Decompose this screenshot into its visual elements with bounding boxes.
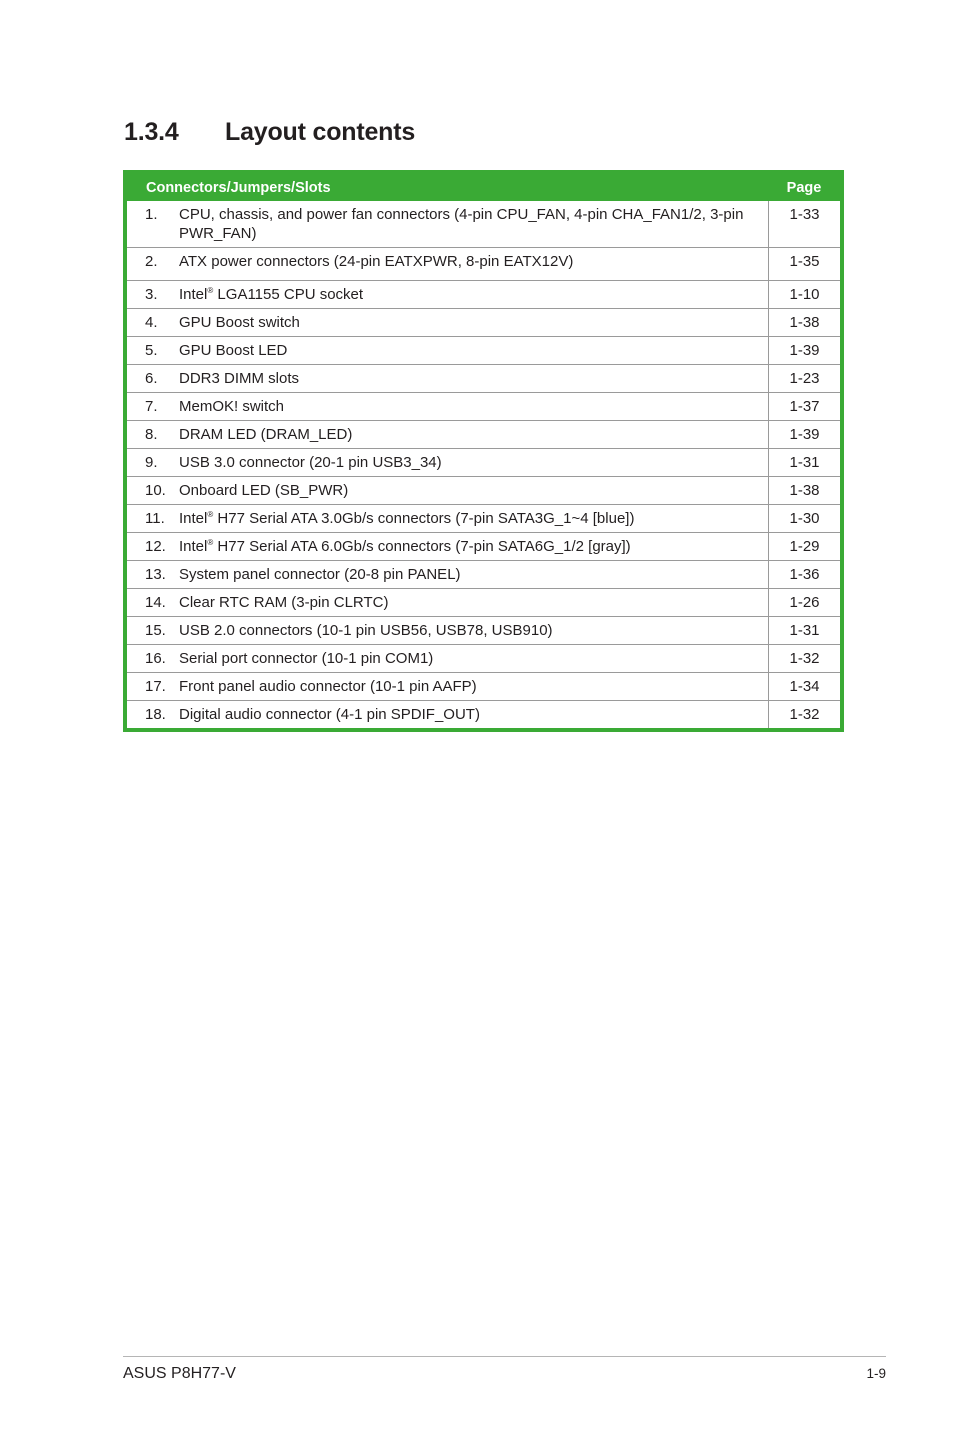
row-item-cell xyxy=(127,477,768,504)
row-text-continued: H77 Serial ATA 6.0Gb/s connectors (7-pin SATA6G_1/2 [gray]) xyxy=(213,538,631,555)
row-description xyxy=(179,509,754,528)
row-text: DRAM LED (DRAM_LED) xyxy=(179,426,353,443)
row-text: System panel connector (20-8 pin PANEL) xyxy=(179,566,461,583)
row-number: 6. xyxy=(145,370,158,387)
table-row xyxy=(127,448,840,476)
row-description xyxy=(179,369,754,388)
row-text: Clear RTC RAM (3-pin CLRTC) xyxy=(179,594,389,611)
row-text: USB 3.0 connector (20-1 pin USB3_34) xyxy=(179,454,442,471)
row-number: 4. xyxy=(145,314,158,331)
row-item-cell xyxy=(127,337,768,364)
table-row xyxy=(127,201,840,247)
header-item-label: Connectors/Jumpers/Slots xyxy=(146,179,331,196)
row-description xyxy=(179,252,754,276)
row-page: 1-32 xyxy=(768,701,840,728)
row-description xyxy=(179,205,754,243)
header-page-label: Page xyxy=(786,179,822,196)
row-item-cell xyxy=(127,505,768,532)
row-page: 1-32 xyxy=(768,645,840,672)
row-text: CPU, chassis, and power fan connectors (4-pin CPU_FAN, 4-pin CHA_FAN1/2, 3-pin PWR_FAN) xyxy=(179,206,744,242)
row-number: 15. xyxy=(145,622,166,639)
row-page: 1-38 xyxy=(768,309,840,336)
row-page: 1-36 xyxy=(768,561,840,588)
row-page: 1-34 xyxy=(768,673,840,700)
table-row xyxy=(127,588,840,616)
row-number: 10. xyxy=(145,482,166,499)
row-item-cell xyxy=(127,309,768,336)
row-page: 1-10 xyxy=(768,281,840,308)
row-text: USB 2.0 connectors (10-1 pin USB56, USB78, USB910) xyxy=(179,622,553,639)
row-description xyxy=(179,341,754,360)
row-number: 13. xyxy=(145,566,166,583)
registered-mark: ® xyxy=(207,286,214,295)
table-row xyxy=(127,644,840,672)
row-page: 1-37 xyxy=(768,393,840,420)
row-number: 12. xyxy=(145,538,166,555)
row-number: 1. xyxy=(145,206,158,223)
row-item-cell xyxy=(127,561,768,588)
row-text: Onboard LED (SB_PWR) xyxy=(179,482,349,499)
layout-contents-table xyxy=(123,170,844,732)
table-header xyxy=(127,174,840,201)
row-number: 16. xyxy=(145,650,166,667)
row-page: 1-33 xyxy=(768,201,840,247)
row-text: Serial port connector (10-1 pin COM1) xyxy=(179,650,434,667)
row-text: Digital audio connector (4-1 pin SPDIF_OUT) xyxy=(179,706,480,723)
section-heading: Layout contents xyxy=(225,118,416,146)
row-item-cell xyxy=(127,673,768,700)
row-page: 1-31 xyxy=(768,449,840,476)
table-row xyxy=(127,560,840,588)
row-number: 3. xyxy=(145,286,158,303)
row-number: 2. xyxy=(145,253,158,270)
table-row xyxy=(127,700,840,728)
row-text: Intel xyxy=(179,510,208,527)
row-description xyxy=(179,397,754,416)
table-row xyxy=(127,280,840,308)
row-number: 14. xyxy=(145,594,166,611)
row-description xyxy=(179,481,754,500)
row-text-continued: LGA1155 CPU socket xyxy=(213,286,364,303)
row-number: 18. xyxy=(145,706,166,723)
row-item-cell xyxy=(127,589,768,616)
table-row xyxy=(127,532,840,560)
row-number: 9. xyxy=(145,454,158,471)
row-description xyxy=(179,705,754,724)
row-description xyxy=(179,593,754,612)
row-description xyxy=(179,649,754,668)
row-description xyxy=(179,425,754,444)
row-text: Front panel audio connector (10-1 pin AAFP) xyxy=(179,678,477,695)
row-page: 1-38 xyxy=(768,477,840,504)
row-number: 5. xyxy=(145,342,158,359)
table-row xyxy=(127,336,840,364)
table-row xyxy=(127,476,840,504)
row-item-cell xyxy=(127,701,768,728)
section-number: 1.3.4 xyxy=(124,118,179,146)
row-text-continued: H77 Serial ATA 3.0Gb/s connectors (7-pin SATA3G_1~4 [blue]) xyxy=(213,510,635,527)
section-title xyxy=(124,118,415,147)
row-number: 8. xyxy=(145,426,158,443)
registered-mark: ® xyxy=(207,538,214,547)
table-body xyxy=(127,201,840,728)
row-text: DDR3 DIMM slots xyxy=(179,370,300,387)
row-text: ATX power connectors (24-pin EATXPWR, 8-pin EATX12V) xyxy=(179,253,574,270)
row-item-cell xyxy=(127,533,768,560)
row-description xyxy=(179,285,754,304)
row-page: 1-39 xyxy=(768,337,840,364)
footer-product-name: ASUS P8H77-V xyxy=(123,1365,236,1382)
row-description xyxy=(179,565,754,584)
footer-page-number: 1-9 xyxy=(866,1366,886,1381)
row-text: GPU Boost switch xyxy=(179,314,300,331)
table-row xyxy=(127,247,840,280)
row-item-cell xyxy=(127,393,768,420)
table-row xyxy=(127,420,840,448)
table-row xyxy=(127,616,840,644)
row-page: 1-39 xyxy=(768,421,840,448)
row-page: 1-30 xyxy=(768,505,840,532)
row-number: 17. xyxy=(145,678,166,695)
row-item-cell xyxy=(127,201,768,247)
table-row xyxy=(127,308,840,336)
row-page: 1-26 xyxy=(768,589,840,616)
row-item-cell xyxy=(127,421,768,448)
footer-divider xyxy=(123,1356,886,1357)
row-text: Intel xyxy=(179,538,208,555)
row-description xyxy=(179,537,754,556)
row-text: MemOK! switch xyxy=(179,398,285,415)
row-description xyxy=(179,453,754,472)
row-description xyxy=(179,313,754,332)
row-description xyxy=(179,621,754,640)
row-number: 7. xyxy=(145,398,158,415)
row-item-cell xyxy=(127,365,768,392)
table-row xyxy=(127,392,840,420)
row-text: GPU Boost LED xyxy=(179,342,288,359)
row-number: 11. xyxy=(145,510,165,527)
table-row xyxy=(127,672,840,700)
row-item-cell xyxy=(127,281,768,308)
row-item-cell xyxy=(127,248,768,280)
table-row xyxy=(127,364,840,392)
table-row xyxy=(127,504,840,532)
row-description xyxy=(179,677,754,696)
row-page: 1-29 xyxy=(768,533,840,560)
row-text: Intel xyxy=(179,286,208,303)
row-item-cell xyxy=(127,449,768,476)
row-page: 1-23 xyxy=(768,365,840,392)
row-item-cell xyxy=(127,617,768,644)
row-page: 1-35 xyxy=(768,248,840,280)
row-item-cell xyxy=(127,645,768,672)
row-page: 1-31 xyxy=(768,617,840,644)
registered-mark: ® xyxy=(207,510,214,519)
